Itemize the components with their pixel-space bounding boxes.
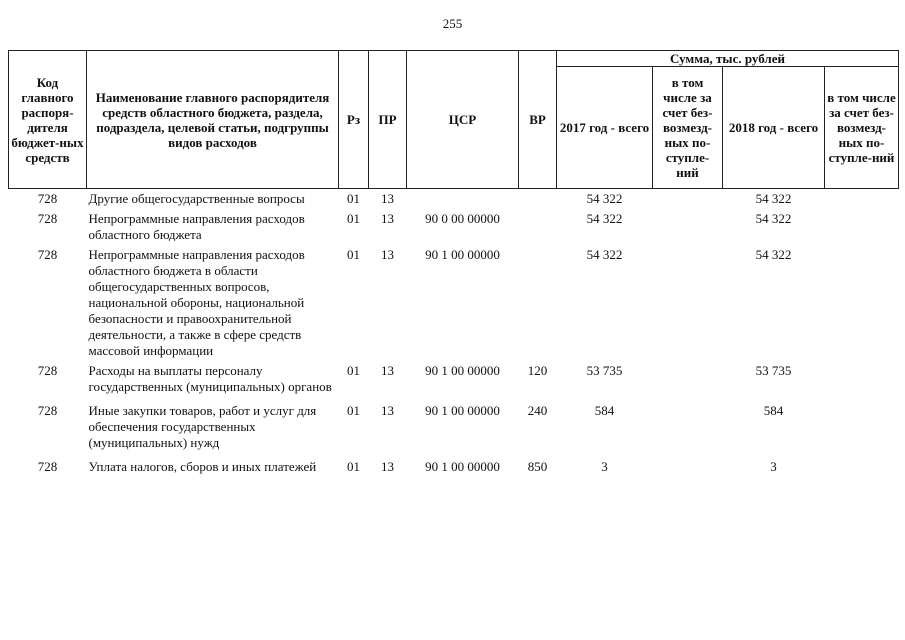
- row-rz: 01: [347, 247, 360, 262]
- header-2018-grants: в том числе за счет без-возмезд-ных по-ступле-ний: [825, 67, 899, 189]
- header-name: Наименование главного распорядителя средств областного бюджета, раздела, подраздела, целевой статьи, подгруппы видов расходов: [87, 51, 339, 189]
- row-grants-2018: [825, 457, 899, 477]
- row-sum-2018: 584: [763, 403, 784, 418]
- row-vr: 240: [527, 403, 548, 418]
- row-sum-2017: 54 322: [586, 247, 623, 262]
- row-grants-2017: [653, 245, 723, 361]
- row-grants-2018: [825, 189, 899, 210]
- header-rz: Рз: [339, 51, 369, 189]
- header-sum: Сумма, тыс. рублей: [557, 51, 899, 67]
- row-rz: 01: [347, 211, 360, 226]
- row-grants-2017: [653, 189, 723, 210]
- row-sum-2018: 3: [770, 459, 777, 474]
- row-name: Иные закупки товаров, работ и услуг для обеспечения государственных (муниципальных) нужд: [88, 403, 317, 450]
- row-vr: [519, 209, 557, 245]
- row-vr: [519, 189, 557, 210]
- header-2018-total: 2018 год - всего: [723, 67, 825, 189]
- row-pr: 13: [381, 459, 394, 474]
- row-sum-2018: 53 735: [755, 363, 792, 378]
- row-sum-2017: 54 322: [586, 191, 623, 206]
- row-pr: 13: [381, 247, 394, 262]
- row-csr: 90 1 00 00000: [425, 459, 500, 474]
- header-2017-total: 2017 год - всего: [557, 67, 653, 189]
- row-grants-2018: [825, 245, 899, 361]
- table-row: [9, 189, 899, 210]
- row-sum-2017: 54 322: [586, 211, 623, 226]
- row-code: 728: [37, 459, 58, 474]
- row-grants-2018: [825, 401, 899, 457]
- table-row: [9, 209, 899, 245]
- row-code: 728: [37, 247, 58, 262]
- row-pr: 13: [381, 403, 394, 418]
- table-row: [9, 361, 899, 401]
- row-csr: [407, 189, 519, 210]
- budget-table: [8, 50, 899, 477]
- row-code: 728: [37, 403, 58, 418]
- row-grants-2017: [653, 361, 723, 401]
- row-name: Другие общегосударственные вопросы: [88, 191, 305, 206]
- row-vr: 850: [527, 459, 548, 474]
- row-pr: 13: [381, 363, 394, 378]
- row-csr: 90 1 00 00000: [425, 403, 500, 418]
- row-code: 728: [37, 191, 58, 206]
- row-code: 728: [37, 363, 58, 378]
- row-code: 728: [37, 211, 58, 226]
- row-vr: [519, 245, 557, 361]
- row-vr: 120: [527, 363, 548, 378]
- row-name: Уплата налогов, сборов и иных платежей: [88, 459, 317, 474]
- row-csr: 90 1 00 00000: [425, 247, 500, 262]
- header-pr: ПР: [369, 51, 407, 189]
- page-number: 255: [442, 16, 463, 31]
- row-pr: 13: [381, 211, 394, 226]
- row-sum-2017: 3: [601, 459, 608, 474]
- row-name: Непрограммные направления расходов областного бюджета в области общегосударственных вопросов, национальной обороны, национальной безопасности и правоохранительной деятельности, а также в сфере средств массовой информации: [88, 247, 305, 358]
- row-rz: 01: [347, 191, 360, 206]
- row-name: Расходы на выплаты персоналу государственных (муниципальных) органов: [88, 363, 332, 394]
- table-row: [9, 401, 899, 457]
- table-row: [9, 457, 899, 477]
- row-grants-2018: [825, 209, 899, 245]
- row-sum-2018: 54 322: [755, 211, 792, 226]
- header-2017-grants: в том числе за счет без-возмезд-ных по-ступле-ний: [653, 67, 723, 189]
- header-csr: ЦСР: [407, 51, 519, 189]
- row-rz: 01: [347, 403, 360, 418]
- row-sum-2018: 54 322: [755, 191, 792, 206]
- row-sum-2018: 54 322: [755, 247, 792, 262]
- header-code: Код главного распоря-дителя бюджет-ных средств: [9, 51, 87, 189]
- row-grants-2018: [825, 361, 899, 401]
- row-csr: 90 0 00 00000: [425, 211, 500, 226]
- row-sum-2017: 53 735: [586, 363, 623, 378]
- row-csr: 90 1 00 00000: [425, 363, 500, 378]
- row-sum-2017: 584: [594, 403, 615, 418]
- row-grants-2017: [653, 209, 723, 245]
- row-pr: 13: [381, 191, 394, 206]
- table-row: [9, 245, 899, 361]
- row-rz: 01: [347, 459, 360, 474]
- row-rz: 01: [347, 363, 360, 378]
- row-name: Непрограммные направления расходов областного бюджета: [88, 211, 305, 242]
- header-vr: ВР: [519, 51, 557, 189]
- row-grants-2017: [653, 457, 723, 477]
- row-grants-2017: [653, 401, 723, 457]
